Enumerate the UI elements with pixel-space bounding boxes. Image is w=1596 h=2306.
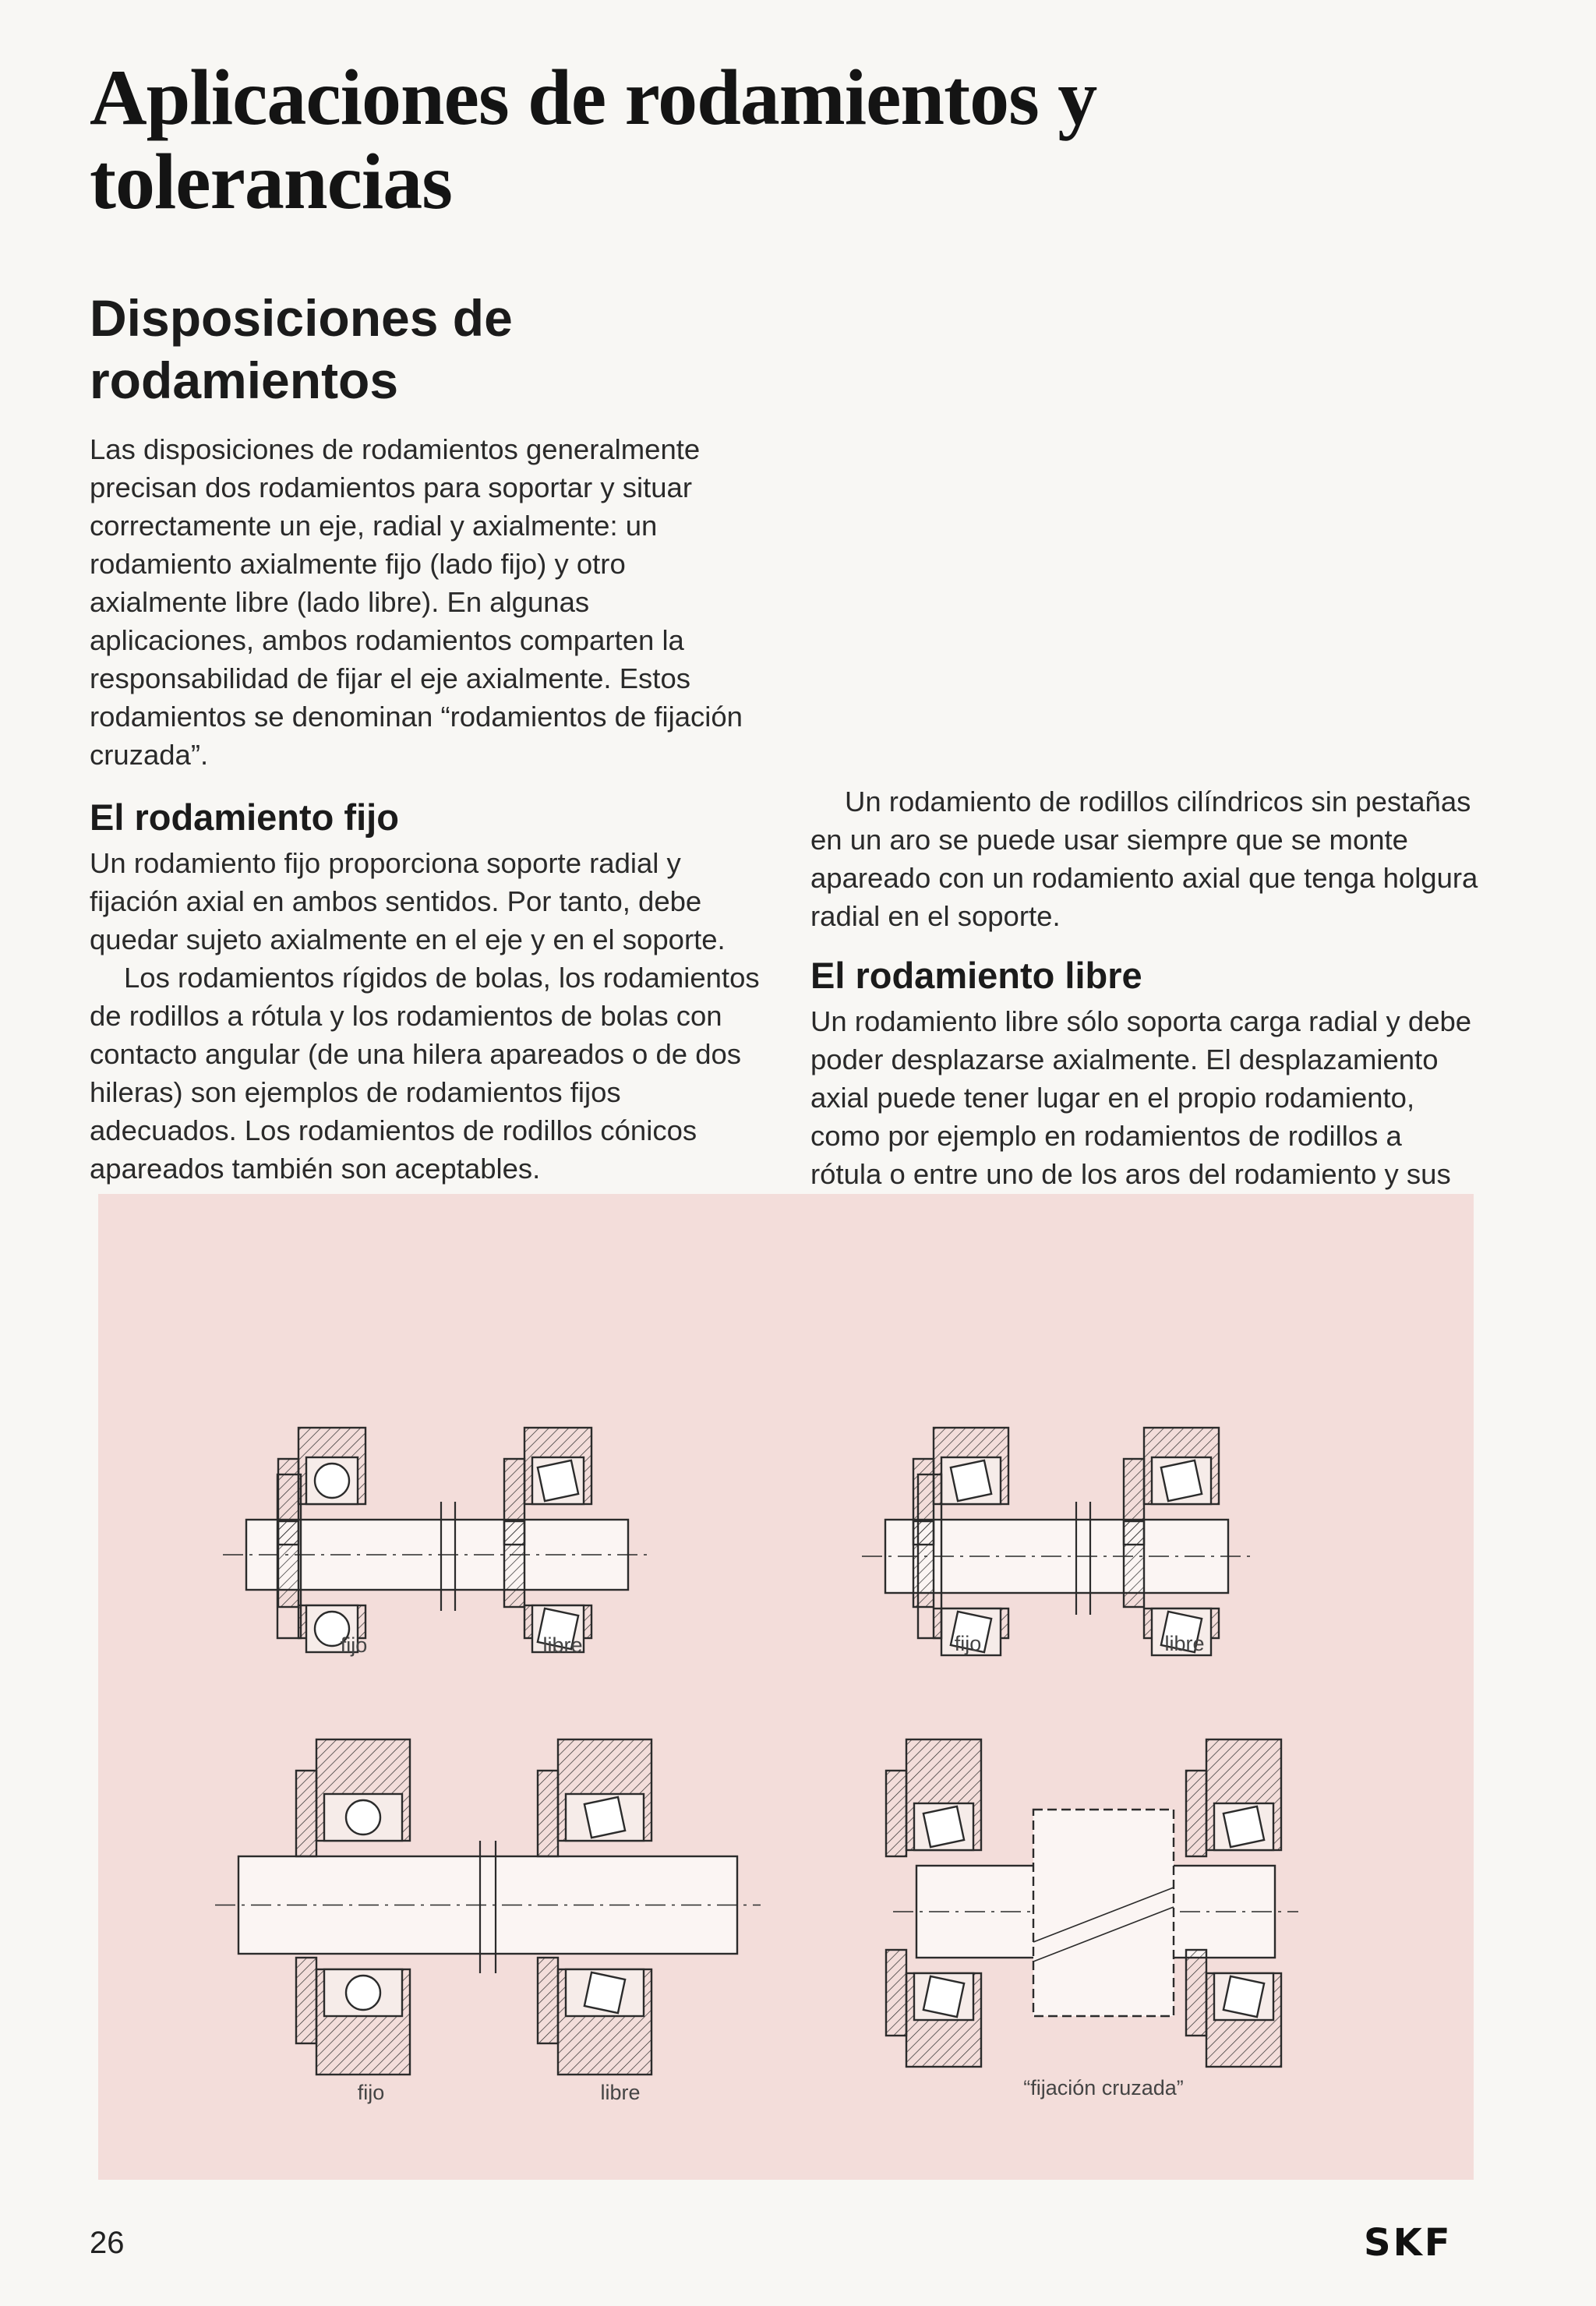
arr-a-free-roller-upper [538, 1460, 578, 1501]
caption-a-free: libre [542, 1633, 583, 1657]
bearing-arrangements-figure [98, 1194, 1474, 2180]
arr-b-fixed-flange-lower [913, 1521, 934, 1607]
caption-d-cross: “fijación cruzada” [1023, 2076, 1184, 2099]
caption-b-fixed: fijo [954, 1632, 982, 1655]
arr-d-right-flange-lower [1186, 1950, 1206, 2036]
arr-a-free-flange-lower [504, 1521, 524, 1607]
caption-c-free: libre [600, 2081, 641, 2104]
arr-d-left-flange-lower [886, 1950, 906, 2036]
arr-d-left-roller-upper [923, 1806, 964, 1847]
fixed-paragraph-1: Un rodamiento fijo proporciona soporte radial y fijación axial en ambos sentidos. Por tanto, debe quedar sujeto axialmente en el eje y en el soporte. [90, 847, 726, 955]
page-title: Aplicaciones de rodamientos y tolerancias [90, 54, 1097, 226]
arr-c-free-flange-upper [538, 1771, 558, 1856]
arr-a-fixed-flange-lower [278, 1521, 298, 1607]
intro-paragraph: Las disposiciones de rodamientos generalmente precisan dos rodamientos para soportar y situar correctamente un eje, radial y axialmente: un rodamiento axialmente fijo (lado fijo) y otro axialmente libre (lado libre). En algunas aplicaciones, ambos rodamientos comparten la responsabilidad de fijar el eje axialmente. Estos rodamientos se denominan “rodamientos de fijación cruzada”. [90, 433, 743, 771]
free-paragraph: Un rodamiento libre sólo soporta carga radial y debe poder desplazarse axialmente. El desplazamiento axial puede tener lugar en el propio rodamiento, como por ejemplo en rodamientos de rodillos a rótula o entre uno de los aros del rodamiento y sus [810, 1005, 1472, 1190]
arr-c-fixed-ball-lower [346, 1976, 380, 2010]
page-number: 26 [90, 2226, 125, 2260]
bearing-drawings [98, 1194, 1474, 2180]
arr-d-right-flange-upper [1186, 1771, 1206, 1856]
caption-c-fixed: fijo [357, 2081, 385, 2104]
caption-b-free: libre [1164, 1632, 1205, 1655]
arr-d-left-roller-lower [923, 1976, 964, 2017]
arr-d-right-roller-upper [1223, 1806, 1264, 1847]
arr-c-free-flange-lower [538, 1958, 558, 2043]
section-title: Disposiciones de rodamientos [90, 289, 513, 409]
arr-a-fixed-ball-upper [315, 1464, 349, 1498]
fixed-paragraph-2: Los rodamientos rígidos de bolas, los rodamientos de rodillos a rótula y los rodamientos de bolas con contacto angular (de una hilera apareados o de dos hileras) son ejemplos de rodamientos fijos adecuados. Los rodamientos de rodillos cónicos apareados también son aceptables. [90, 962, 760, 1185]
arr-b-free-flange-lower [1124, 1521, 1144, 1607]
arr-c-free-roller-upper [584, 1797, 625, 1838]
fixed-paragraph-3: Un rodamiento de rodillos cilíndricos sin pestañas en un aro se puede usar siempre que se monte apareado con un rodamiento axial que tenga holgura radial en el soporte. [810, 786, 1478, 932]
arr-d-gear [1033, 1810, 1174, 2016]
arr-c-free-roller-lower [584, 1972, 625, 2013]
arr-b-free-roller-upper [1161, 1460, 1202, 1501]
skf-logo: SKF [1364, 2221, 1453, 2265]
heading-fixed-bearing: El rodamiento fijo [90, 796, 399, 838]
arr-c-fixed-flange-upper [296, 1771, 316, 1856]
arr-d-right-roller-lower [1223, 1976, 1264, 2017]
caption-a-fixed: fijo [340, 1633, 368, 1657]
arr-c-fixed-flange-lower [296, 1958, 316, 2043]
arr-c-fixed-ball-upper [346, 1800, 380, 1835]
heading-free-bearing: El rodamiento libre [810, 955, 1142, 996]
left-column [90, 430, 760, 1188]
arr-b-fixed-roller-upper [951, 1460, 991, 1501]
arr-d-left-flange-upper [886, 1771, 906, 1856]
